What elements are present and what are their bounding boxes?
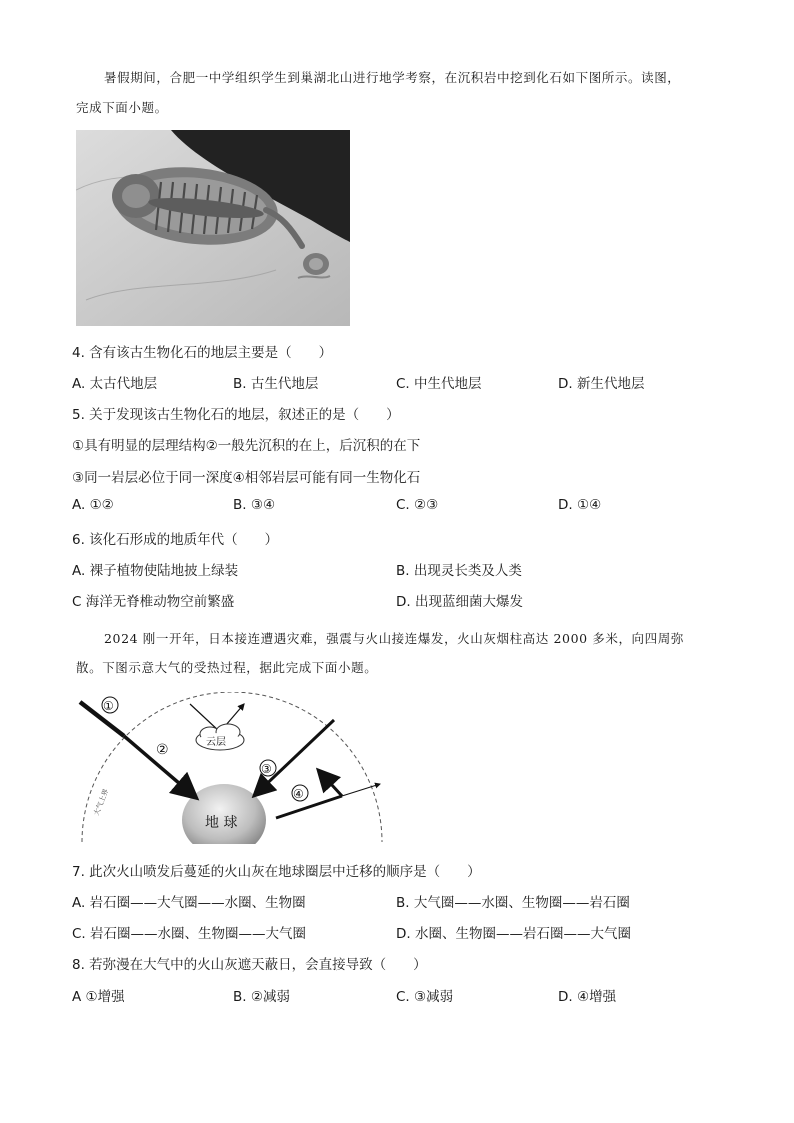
q4-option-d[interactable]: D. 新生代地层 (558, 376, 645, 392)
arrow-counter-radiation (256, 720, 334, 794)
q4-option-b[interactable]: B. 古生代地层 (233, 376, 319, 392)
passage-1-line-1: 暑假期间，合肥一中学组织学生到巢湖北山进行地学考察，在沉积岩中挖到化石如下图所示。读图， (104, 70, 681, 85)
q6-option-c[interactable]: C 海洋无脊椎动物空前繁盛 (72, 594, 235, 610)
q5-statement-1: ①具有明显的层理结构②一般先沉积的在上，后沉积的在下 (72, 438, 421, 454)
atmosphere-heating-diagram (72, 692, 392, 844)
label-3: ③ (261, 762, 272, 776)
q6-option-b[interactable]: B. 出现灵长类及人类 (396, 563, 522, 579)
q5-option-d[interactable]: D. ①④ (558, 497, 602, 513)
q5-option-b[interactable]: B. ③④ (233, 497, 276, 513)
q8-stem: 8. 若弥漫在大气中的火山灰遮天蔽日，会直接导致（ ） (72, 957, 427, 973)
passage-1-line-2: 完成下面小题。 (76, 100, 168, 115)
q8-option-d[interactable]: D. ④增强 (558, 989, 617, 1005)
q7-stem: 7. 此次火山喷发后蔓延的火山灰在地球圈层中迁移的顺序是（ ） (72, 864, 481, 880)
q6-option-a[interactable]: A. 裸子植物使陆地披上绿装 (72, 563, 239, 579)
q5-option-a[interactable]: A. ①② (72, 497, 114, 513)
q5-statement-2: ③同一岩层必位于同一深度④相邻岩层可能有同一生物化石 (72, 470, 421, 486)
q6-option-d[interactable]: D. 出现蓝细菌大爆发 (396, 594, 523, 610)
q4-stem: 4. 含有该古生物化石的地层主要是（ ） (72, 345, 333, 361)
q4-option-a[interactable]: A. 太古代地层 (72, 376, 158, 392)
passage-2-line-2: 散。下图示意大气的受热过程，据此完成下面小题。 (76, 660, 378, 675)
q7-option-a[interactable]: A. 岩石圈——大气圈——水圈、生物圈 (72, 895, 306, 911)
q7-option-d[interactable]: D. 水圈、生物圈——岩石圈——大气圈 (396, 926, 631, 942)
cloud-label: 云层 (206, 737, 226, 748)
q8-option-a[interactable]: A ①增强 (72, 989, 125, 1005)
q5-option-c[interactable]: C. ②③ (396, 497, 439, 513)
atmosphere-boundary-label: 大气上界 (92, 787, 111, 817)
q7-option-c[interactable]: C. 岩石圈——水圈、生物圈——大气圈 (72, 926, 307, 942)
q6-stem: 6. 该化石形成的地质年代（ ） (72, 532, 279, 548)
label-4: ④ (293, 787, 304, 801)
q4-option-c[interactable]: C. 中生代地层 (396, 376, 482, 392)
earth-label: 地 球 (205, 815, 238, 831)
q8-option-b[interactable]: B. ②减弱 (233, 989, 290, 1005)
passage-2-line-1: 2024 刚一开年，日本接连遭遇灾难，强震与火山接连爆发，火山灰烟柱高达 2000 多米，向四周弥 (104, 631, 684, 646)
label-1: ① (103, 699, 114, 713)
q8-option-c[interactable]: C. ③减弱 (396, 989, 454, 1005)
q5-stem: 5. 关于发现该古生物化石的地层，叙述正的是（ ） (72, 407, 400, 423)
arrow-ground-radiation (276, 796, 342, 818)
q7-option-b[interactable]: B. 大气圈——水圈、生物圈——岩石圈 (396, 895, 630, 911)
label-2: ② (156, 742, 169, 758)
trilobite-fossil-image (76, 130, 350, 326)
earth-globe (182, 784, 266, 844)
